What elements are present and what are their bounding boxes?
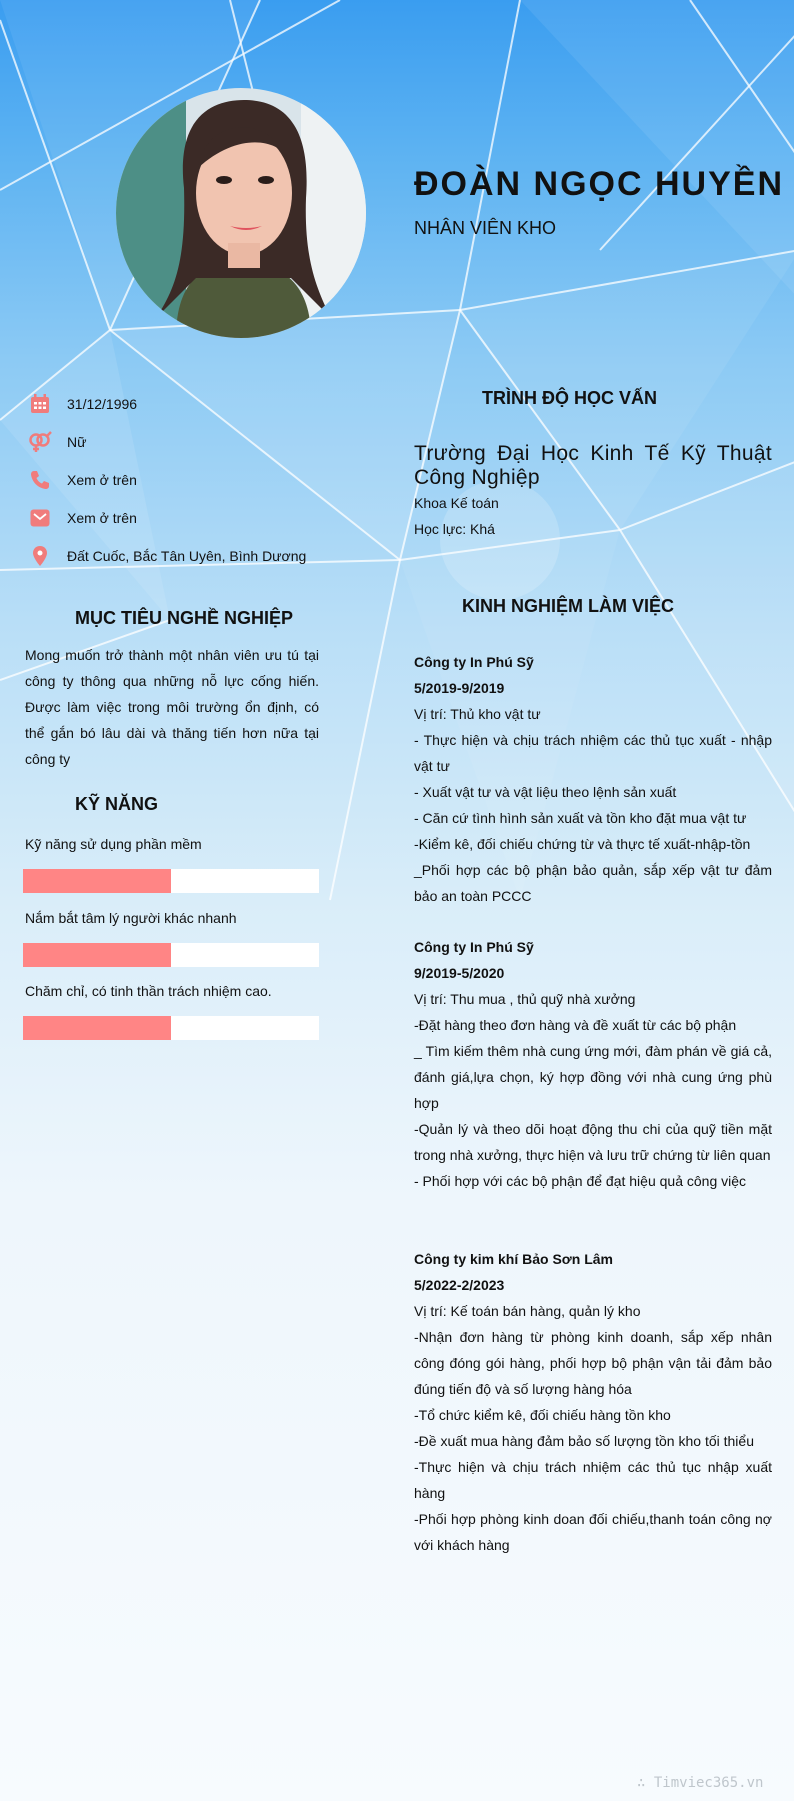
location-icon: [28, 544, 52, 568]
contact-text: Nữ: [67, 434, 87, 450]
contact-birthday: [28, 385, 358, 423]
company-name: Công ty In Phú Sỹ: [414, 939, 534, 955]
job-description-line: -Phối hợp phòng kinh doan đối chiếu,thanh toán công nợ với khách hàng: [414, 1511, 772, 1553]
watermark: ∴ Timviec365.vn: [637, 1775, 764, 1791]
contact-text: Xem ở trên: [67, 510, 137, 526]
skill-bar-fill: [23, 1016, 171, 1040]
candidate-name: ĐOÀN NGỌC HUYỀN: [414, 165, 785, 203]
job-description-line: -Đặt hàng theo đơn hàng và đề xuất từ các bộ phận: [414, 1017, 737, 1033]
skill-label: Kỹ năng sử dụng phần mềm: [25, 836, 202, 852]
job-description: [414, 701, 772, 909]
skill-bar: [23, 1016, 319, 1040]
job-description-line: - Thực hiện và chịu trách nhiệm các thủ tục xuất - nhập vật tư: [414, 732, 772, 774]
job-description-line: -Tổ chức kiểm kê, đối chiếu hàng tồn kho: [414, 1407, 671, 1423]
job-description-line: Vị trí: Thu mua , thủ quỹ nhà xưởng: [414, 991, 636, 1007]
watermark-text: Timviec365.vn: [653, 1775, 764, 1791]
job-description-line: - Xuất vật tư và vật liệu theo lệnh sản xuất: [414, 784, 677, 800]
job-description: [414, 1298, 772, 1558]
job-description-line: Vị trí: Thủ kho vật tư: [414, 706, 541, 722]
objective-text: Mong muốn trở thành một nhân viên ưu tú tại công ty thông qua những nỗ lực cống hiến. Được làm việc trong môi trường ổn định, có thể gắn bó lâu dài và thăng tiến hơn nữa tại công ty: [25, 647, 319, 767]
skill-bar: [23, 869, 319, 893]
skill-label: Nắm bắt tâm lý người khác nhanh: [25, 910, 237, 926]
job-description: [414, 986, 772, 1194]
experience-item: [414, 649, 772, 909]
job-description-line: - Phối hợp với các bộ phận để đạt hiệu quả công việc: [414, 1173, 747, 1189]
avatar-photo-icon: [116, 88, 366, 338]
job-description-line: - Căn cứ tình hình sản xuất và tồn kho đặt mua vật tư: [414, 810, 747, 826]
job-description-line: -Nhận đơn hàng từ phòng kinh doanh, sắp xếp nhân công đóng gói hàng, phối hợp bộ phận vận tải đảm bảo đúng tiến độ và số lượng hàng hóa: [414, 1329, 772, 1397]
contact-text: 31/12/1996: [67, 396, 138, 412]
skill-label: Chăm chỉ, có tinh thần trách nhiệm cao.: [25, 983, 272, 999]
job-description-line: _ Tìm kiếm thêm nhà cung ứng mới, đàm phán về giá cả, đánh giá,lựa chọn, ký hợp đồng với nhà cung ứng phù hợp: [414, 1043, 772, 1111]
school-name: Trường Đại Học Kinh Tế Kỹ Thuật Công Nghiệp: [414, 442, 772, 489]
email-icon: [28, 506, 52, 530]
job-description-line: -Đề xuất mua hàng đảm bảo số lượng tồn kho tối thiểu: [414, 1433, 754, 1449]
company-name: Công ty In Phú Sỹ: [414, 654, 534, 670]
job-description-line: -Thực hiện và chịu trách nhiệm các thủ tục nhập xuất hàng: [414, 1459, 772, 1501]
education-major: Khoa Kế toán: [414, 495, 499, 511]
job-description-line: _Phối hợp các bộ phận bảo quản, sắp xếp vật tư đảm bảo an toàn PCCC: [414, 862, 772, 904]
contact-phone: [28, 461, 358, 499]
experience-title: KINH NGHIỆM LÀM VIỆC: [462, 596, 675, 616]
avatar: [116, 88, 366, 338]
job-description-line: -Quản lý và theo dõi hoạt động thu chi của quỹ tiền mặt trong nhà xưởng, thực hiện và lưu trữ chứng từ liên quan: [414, 1121, 772, 1163]
job-description-line: -Kiểm kê, đối chiếu chứng từ và thực tế xuất-nhập-tồn: [414, 836, 751, 852]
education-grade: Học lực: Khá: [414, 521, 495, 537]
job-period: 5/2022-2/2023: [414, 1277, 505, 1293]
calendar-icon: [28, 392, 52, 416]
company-name: Công ty kim khí Bảo Sơn Lâm: [414, 1251, 613, 1267]
skill-bar: [23, 943, 319, 967]
education-title: TRÌNH ĐỘ HỌC VẤN: [482, 388, 657, 408]
skills-title: KỸ NĂNG: [75, 794, 159, 814]
contact-gender: [28, 423, 358, 461]
contact-text: Xem ở trên: [67, 472, 137, 488]
contact-email: [28, 499, 358, 537]
job-period: 5/2019-9/2019: [414, 680, 505, 696]
experience-item: [414, 934, 772, 1194]
job-position: NHÂN VIÊN KHO: [414, 218, 557, 238]
skill-bar-fill: [23, 943, 171, 967]
skill-bar-fill: [23, 869, 171, 893]
objective-title: MỤC TIÊU NGHỀ NGHIỆP: [75, 608, 294, 628]
job-description-line: Vị trí: Kế toán bán hàng, quản lý kho: [414, 1303, 641, 1319]
contact-address: [28, 537, 358, 575]
phone-icon: [28, 468, 52, 492]
experience-item: [414, 1246, 772, 1558]
contact-text: Đất Cuốc, Bắc Tân Uyên, Bình Dương: [67, 548, 307, 564]
gender-icon: [28, 430, 52, 454]
job-period: 9/2019-5/2020: [414, 965, 505, 981]
contact-info: [28, 385, 358, 575]
